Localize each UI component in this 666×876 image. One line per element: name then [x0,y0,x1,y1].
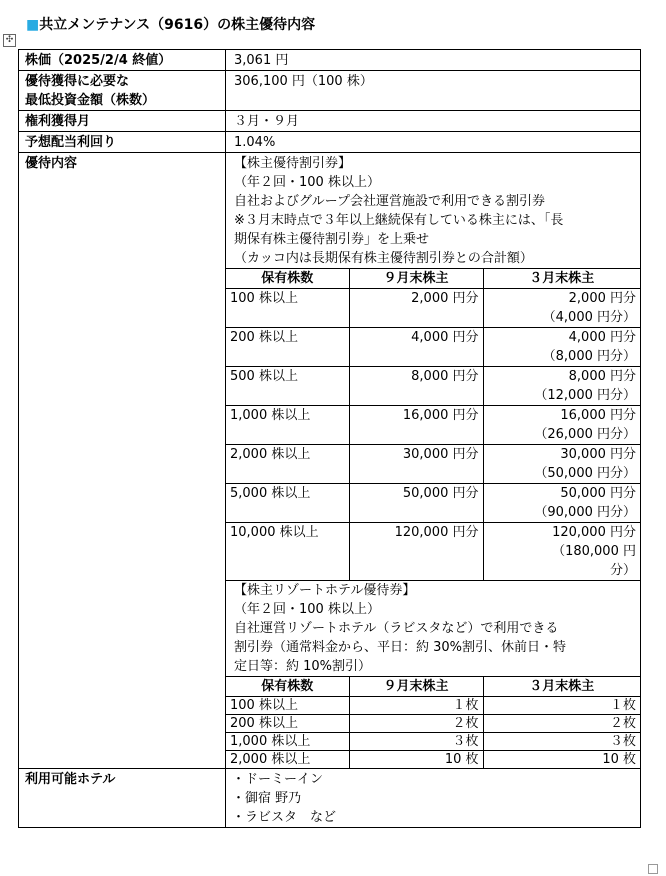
march-cell: １枚 [483,697,640,715]
shares-cell: 100 株以上 [226,289,349,328]
list-item: ・ドーミーイン [232,772,324,787]
title-text: 共立メンテナンス（9616）の株主優待内容 [39,17,316,33]
september-cell: １枚 [349,697,483,715]
shares-cell: 200 株以上 [226,328,349,367]
september-cell: 16,000 円分 [349,406,483,445]
list-item: ・ラビスタ など [232,810,337,825]
shares-cell: 2,000 株以上 [226,751,349,769]
min-investment-label-line1: 優待獲得に必要な [25,74,130,89]
march-long-term-amount: （12,000 円分） [534,388,636,403]
col-header-shares: 保有株数 [226,677,349,697]
min-investment-label-line2: 最低投資金額（株数） [25,93,156,108]
table-row [226,367,640,406]
resize-handle[interactable] [648,864,658,874]
resort-desc-line1: 自社運営リゾートホテル（ラビスタなど）で利用できる [234,621,559,636]
col-header-september: ９月末株主 [349,677,483,697]
march-amount: 4,000 円分 [568,330,636,345]
dividend-yield-label: 予想配当利回り [19,132,226,153]
min-investment-label [19,71,226,111]
table-row [226,445,640,484]
september-cell: 50,000 円分 [349,484,483,523]
september-cell: 2,000 円分 [349,289,483,328]
september-cell: 30,000 円分 [349,445,483,484]
discount-condition: （年２回・100 株以上） [234,175,380,190]
march-amount: 8,000 円分 [568,369,636,384]
row-benefit [19,153,641,769]
september-cell: ２枚 [349,715,483,733]
shares-cell: 10,000 株以上 [226,523,349,581]
benefit-table [18,49,641,828]
shares-cell: 200 株以上 [226,715,349,733]
september-cell: ３枚 [349,733,483,751]
march-long-term-amount-line2: 分） [609,563,636,578]
table-row [226,484,640,523]
title-marker: ■ [26,17,40,33]
price-value: 3,061 円 [234,53,289,68]
table-row [226,715,640,733]
resort-desc-line2: 割引券（通常料金から、平日：約 30%割引、休前日・特 [234,640,567,655]
march-long-term-amount-line1: （180,000 円 [552,544,636,559]
resort-header-row [226,677,640,697]
price-label: 株価（2025/2/4 終値） [19,50,226,71]
march-amount: 2,000 円分 [568,291,636,306]
dividend-yield-value: 1.04% [234,135,276,150]
list-item: ・御宿 野乃 [232,791,302,806]
table-row [226,697,640,715]
march-cell [483,523,640,581]
march-long-term-amount: （50,000 円分） [534,466,636,481]
resort-table [226,676,640,768]
shares-cell: 1,000 株以上 [226,733,349,751]
discount-note-line2: 期保有株主優待割引券」を上乗せ [234,232,430,247]
march-cell [483,367,640,406]
table-row [226,751,640,769]
march-amount: 16,000 円分 [560,408,636,423]
row-rights-month [19,111,641,132]
march-cell [483,328,640,367]
march-cell: ２枚 [483,715,640,733]
march-cell [483,445,640,484]
benefit-label: 優待内容 [19,153,226,769]
resort-heading: 【株主リゾートホテル優待券】 [226,580,640,600]
table-row [226,523,640,581]
resort-condition: （年２回・100 株以上） [234,602,380,617]
row-price [19,50,641,71]
rights-month-value: ３月・９月 [234,114,300,129]
discount-note-line1: ※３月末時点で３年以上継続保有している株主には、「長 [234,213,564,228]
table-row [226,328,640,367]
september-cell: 120,000 円分 [349,523,483,581]
discount-desc: 自社およびグループ会社運営施設で利用できる割引券 [234,194,545,209]
row-hotels [19,769,641,828]
march-amount: 30,000 円分 [560,447,636,462]
min-investment-value: 306,100 円（100 株） [234,74,373,89]
table-row [226,289,640,328]
shares-cell: 5,000 株以上 [226,484,349,523]
shares-cell: 100 株以上 [226,697,349,715]
row-min-investment [19,71,641,111]
col-header-march: ３月末株主 [483,269,640,289]
march-cell [483,289,640,328]
table-row [226,406,640,445]
march-cell [483,484,640,523]
march-long-term-amount: （26,000 円分） [534,427,636,442]
discount-heading: 【株主優待割引券】 [234,156,352,171]
col-header-september: ９月末株主 [349,269,483,289]
benefit-content [226,153,641,769]
table-row [226,733,640,751]
shares-cell: 500 株以上 [226,367,349,406]
march-cell: 10 枚 [483,751,640,769]
september-cell: 10 枚 [349,751,483,769]
september-cell: 4,000 円分 [349,328,483,367]
march-cell [483,406,640,445]
page-title [26,14,315,34]
march-long-term-amount: （90,000 円分） [534,505,636,520]
discount-header-row [226,269,640,289]
september-cell: 8,000 円分 [349,367,483,406]
row-dividend-yield [19,132,641,153]
march-amount: 50,000 円分 [560,486,636,501]
discount-table [226,268,640,580]
hotels-label: 利用可能ホテル [19,769,226,828]
shares-cell: 1,000 株以上 [226,406,349,445]
shares-cell: 2,000 株以上 [226,445,349,484]
move-handle-icon[interactable]: ✣ [3,34,16,47]
col-header-shares: 保有株数 [226,269,349,289]
discount-note-line3: （カッコ内は長期保有株主優待割引券との合計額） [234,251,533,266]
march-cell: ３枚 [483,733,640,751]
march-amount: 120,000 円分 [552,525,636,540]
hotels-list [226,769,641,828]
march-long-term-amount: （4,000 円分） [542,310,636,325]
resort-desc-line3: 定日等：約 10%割引） [234,659,372,674]
rights-month-label: 権利獲得月 [19,111,226,132]
march-long-term-amount: （8,000 円分） [542,349,636,364]
col-header-march: ３月末株主 [483,677,640,697]
